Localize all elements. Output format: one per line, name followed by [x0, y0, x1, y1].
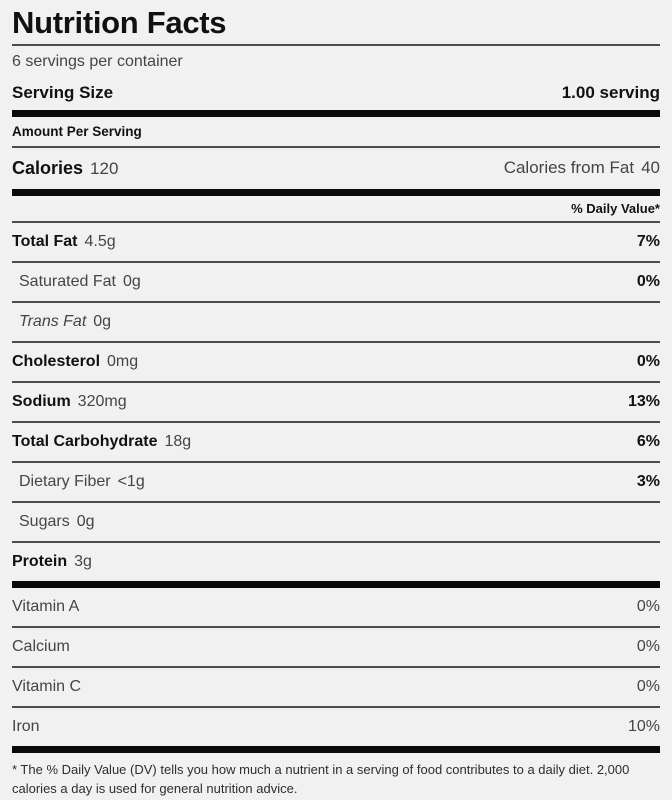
nutrient-daily-value: 6%	[636, 433, 660, 450]
vitamin-daily-value: 0%	[636, 678, 660, 695]
nutrient-row	[12, 301, 660, 341]
calories-row	[12, 148, 660, 189]
nutrient-daily-value: 0%	[636, 273, 660, 290]
nutrient-name: Saturated Fat	[19, 273, 116, 290]
nutrient-rows	[12, 223, 660, 581]
thick-bar	[12, 581, 660, 588]
nutrient-name-group	[12, 352, 138, 372]
nutrient-daily-value: 3%	[636, 473, 660, 490]
thick-bar	[12, 189, 660, 196]
vitamin-name: Calcium	[12, 638, 70, 655]
serving-size-value: 1.00 serving	[561, 83, 660, 102]
nutrient-name: Total Fat	[12, 233, 78, 250]
daily-value-footnote: * The % Daily Value (DV) tells you how much a nutrient in a serving of food contributes to a daily diet. 2,000 calories a day is used for general nutrition advice.	[12, 762, 630, 796]
label-title: Nutrition Facts	[12, 5, 227, 40]
vitamin-daily-value: 0%	[636, 598, 660, 615]
nutrient-value: 0g	[122, 273, 141, 290]
calories-value: 120	[90, 159, 119, 178]
nutrient-daily-value: 0%	[636, 353, 660, 370]
calories-label: Calories	[12, 158, 84, 178]
nutrient-value: 0g	[93, 313, 112, 330]
nutrient-name-group	[19, 272, 141, 292]
nutrient-value: 3g	[74, 553, 92, 570]
nutrient-name-group	[19, 512, 95, 532]
amount-per-serving: Amount Per Serving	[12, 124, 142, 139]
nutrient-row	[12, 501, 660, 541]
nutrient-name: Dietary Fiber	[19, 473, 111, 490]
nutrient-name-group	[12, 232, 116, 252]
vitamin-row	[12, 666, 660, 706]
vitamin-row	[12, 588, 660, 626]
nutrient-value: 320mg	[77, 393, 127, 410]
vitamin-daily-value: 10%	[627, 718, 660, 735]
vitamin-row	[12, 626, 660, 666]
nutrient-name: Trans Fat	[19, 313, 87, 330]
nutrient-row	[12, 261, 660, 301]
calories-left	[12, 157, 118, 180]
nutrient-name: Cholesterol	[12, 353, 101, 370]
vitamin-rows	[12, 588, 660, 746]
vitamin-name: Iron	[12, 718, 40, 735]
nutrient-row	[12, 381, 660, 421]
nutrient-row	[12, 223, 660, 261]
thick-bar	[12, 746, 660, 753]
nutrient-name: Sugars	[19, 513, 70, 530]
nutrient-row	[12, 421, 660, 461]
nutrient-name-group	[19, 312, 111, 332]
calories-from-fat-label: Calories from Fat	[503, 158, 635, 177]
nutrient-value: <1g	[117, 473, 145, 490]
nutrient-row	[12, 341, 660, 381]
nutrient-row	[12, 461, 660, 501]
thick-bar	[12, 110, 660, 117]
nutrient-value: 0g	[76, 513, 95, 530]
nutrient-value: 18g	[164, 433, 192, 450]
nutrient-value: 4.5g	[84, 233, 116, 250]
nutrient-name: Total Carbohydrate	[12, 433, 158, 450]
vitamin-daily-value: 0%	[636, 638, 660, 655]
servings-per-container: 6 servings per container	[12, 53, 183, 70]
nutrient-daily-value: 7%	[636, 233, 660, 250]
calories-from-fat	[504, 157, 660, 180]
nutrient-name: Protein	[12, 553, 68, 570]
serving-size-row	[12, 78, 660, 110]
nutrient-name-group	[12, 432, 191, 452]
nutrient-row	[12, 541, 660, 581]
nutrient-name-group	[19, 472, 145, 492]
daily-value-header: % Daily Value*	[571, 201, 660, 216]
nutrient-name-group	[12, 392, 127, 412]
calories-from-fat-value: 40	[641, 158, 660, 177]
nutrient-name-group	[12, 552, 92, 572]
nutrient-name: Sodium	[12, 393, 71, 410]
vitamin-name: Vitamin A	[12, 598, 80, 615]
nutrient-value: 0mg	[107, 353, 139, 370]
vitamin-name: Vitamin C	[12, 678, 82, 695]
nutrient-daily-value: 13%	[627, 393, 660, 410]
serving-size-label: Serving Size	[12, 83, 114, 102]
vitamin-row	[12, 706, 660, 746]
